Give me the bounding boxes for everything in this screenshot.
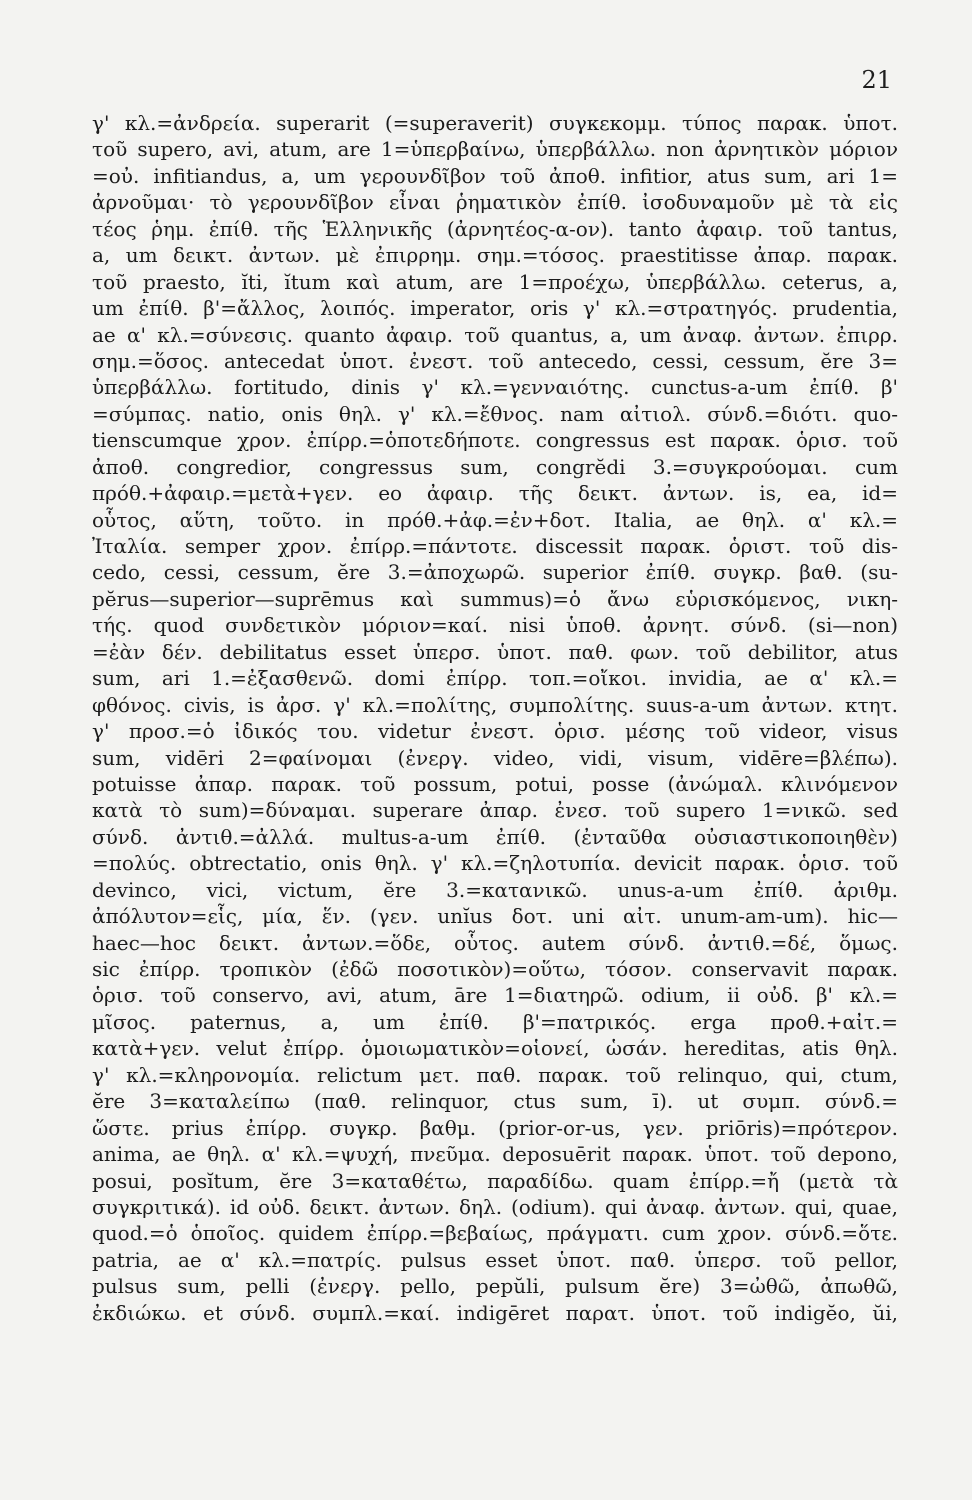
text-line: ὁρισ. τοῦ conservo, avi, atum, āre 1=διατηρῶ. odium, ii οὐδ. β' κλ.= xyxy=(92,983,898,1008)
text-line: ἀρνοῦμαι· τὸ γερουνδῖβον εἶναι ῥηματικὸν ἐπίθ. ἰσοδυναμοῦν μὲ τὰ εἰς xyxy=(92,190,898,215)
text-line: sic ἐπίρρ. τροπικὸν (ἐδῶ ποσοτικὸν)=οὕτω, τόσον. conservavit παρακ. xyxy=(92,957,898,981)
text-line: συγκριτικά). id οὐδ. δεικτ. ἀντων. δηλ. (odium). qui ἀναφ. ἀντων. qui, quae, xyxy=(92,1194,898,1219)
text-line: sum, vidēri 2=φαίνομαι (ἐνεργ. video, vidi, visum, vidēre=βλέπω). xyxy=(92,745,898,770)
text-line: τέος ῥημ. ἐπίθ. τῆς Ἑλληνικῆς (ἀρνητέος-α-ον). tanto ἀφαιρ. τοῦ tantus, xyxy=(92,216,898,241)
text-line: potuisse ἀπαρ. παρακ. τοῦ possum, potui, posse (ἀνώμαλ. κλινόμενον xyxy=(92,771,898,796)
text-line: τοῦ supero, avi, atum, are 1=ὑπερβαίνω, ὑπερβάλλω. non ἀρνητικὸν μόριον xyxy=(92,137,898,162)
text-line: anima, ae θηλ. α' κλ.=ψυχή, πνεῦμα. deposuērit παρακ. ὑποτ. τοῦ depono, xyxy=(92,1142,898,1167)
dictionary-text-block xyxy=(92,110,898,1326)
text-line: a, um δεικτ. ἀντων. μὲ ἐπιρρημ. σημ.=τόσος. praestitisse ἀπαρ. παρακ. xyxy=(92,243,898,268)
text-line: Ἰταλία. semper χρον. ἐπίρρ.=πάντοτε. discessit παρακ. ὁριστ. τοῦ dis- xyxy=(92,534,898,558)
text-line: ἀποθ. congredior, congressus sum, congrĕdi 3.=συγκρούομαι. cum xyxy=(92,454,898,479)
text-line: pĕrus—superior—suprēmus καὶ summus)=ὁ ἄνω εὑρισκόμενος, νικη- xyxy=(92,586,898,611)
text-line: =πολύς. obtrectatio, onis θηλ. γ' κλ.=ζηλοτυπία. devicit παρακ. ὁρισ. τοῦ xyxy=(92,851,898,876)
text-line: ae α' κλ.=σύνεσις. quanto ἀφαιρ. τοῦ quantus, a, um ἀναφ. ἀντων. ἐπιρρ. xyxy=(92,322,898,347)
text-line: tienscumque χρον. ἐπίρρ.=ὁποτεδήποτε. congressus est παρακ. ὁρισ. τοῦ xyxy=(92,428,898,453)
text-line: σύνδ. ἀντιθ.=ἀλλά. multus-a-um ἐπίθ. (ἐνταῦθα οὐσιαστικοποιηθὲν) xyxy=(92,824,898,849)
text-line: οὗτος, αὕτη, τοῦτο. in πρόθ.+ἀφ.=ἐν+δοτ. Italia, ae θηλ. α' κλ.= xyxy=(92,507,898,532)
text-line: γ' κλ.=κληρονομία. relictum μετ. παθ. παρακ. τοῦ relinquo, qui, ctum, xyxy=(92,1062,898,1087)
text-line: devinco, vici, victum, ĕre 3.=κατανικῶ. unus-a-um ἐπίθ. ἀριθμ. xyxy=(92,877,898,902)
text-line: ĕre 3=καταλείπω (παθ. relinquor, ctus sum, ī). ut συμπ. σύνδ.= xyxy=(92,1089,898,1114)
text-line: ὑπερβάλλω. fortitudo, dinis γ' κλ.=γενναιότης. cunctus-a-um ἐπίθ. β' xyxy=(92,375,898,400)
text-line: um ἐπίθ. β'=ἄλλος, λοιπός. imperator, oris γ' κλ.=στρατηγός. prudentia, xyxy=(92,296,898,321)
text-line: ἀπόλυτον=εἷς, μία, ἕν. (γεν. unĭus δοτ. uni αἰτ. unum-am-um). hic— xyxy=(92,904,898,929)
text-line: =ἐὰν δέν. debilitatus esset ὑπερσ. ὑποτ. παθ. φων. τοῦ debilitor, atus xyxy=(92,639,898,664)
text-line: κατὰ τὸ sum)=δύναμαι. superare ἀπαρ. ἐνεσ. τοῦ supero 1=νικῶ. sed xyxy=(92,798,898,823)
text-line: μῖσος. paternus, a, um ἐπίθ. β'=πατρικός. erga προθ.+αἰτ.= xyxy=(92,1009,898,1034)
page-number: 21 xyxy=(861,66,892,94)
text-line: φθόνος. civis, is ἀρσ. γ' κλ.=πολίτης, συμπολίτης. suus-a-um ἀντων. κτητ. xyxy=(92,692,898,717)
text-line: σημ.=ὅσος. antecedat ὑποτ. ἐνεστ. τοῦ antecedo, cessi, cessum, ĕre 3= xyxy=(92,348,898,373)
text-line: =σύμπας. natio, onis θηλ. γ' κλ.=ἔθνος. nam αἰτιολ. σύνδ.=διότι. quo- xyxy=(92,401,898,426)
text-line: =οὐ. infitiandus, a, um γερουνδῖβον τοῦ ἀποθ. infitior, atus sum, ari 1= xyxy=(92,163,898,188)
text-line: pulsus sum, pelli (ἐνεργ. pello, pepŭli, pulsum ĕre) 3=ὠθῶ, ἀπωθῶ, xyxy=(92,1274,898,1299)
text-line: haec—hoc δεικτ. ἀντων.=ὅδε, οὗτος. autem σύνδ. ἀντιθ.=δέ, ὅμως. xyxy=(92,930,898,955)
text-line: patria, ae α' κλ.=πατρίς. pulsus esset ὑποτ. παθ. ὑπερσ. τοῦ pellor, xyxy=(92,1247,898,1272)
text-line: ἐκδιώκω. et σύνδ. συμπλ.=καί. indigēret παρατ. ὑποτ. τοῦ indigĕo, ŭi, xyxy=(92,1300,898,1325)
text-line: ὥστε. prius ἐπίρρ. συγκρ. βαθμ. (prior-or-us, γεν. priōris)=πρότερον. xyxy=(92,1115,898,1140)
text-line: posui, posĭtum, ĕre 3=καταθέτω, παραδίδω. quam ἐπίρρ.=ἤ (μετὰ τὰ xyxy=(92,1168,898,1193)
text-line: γ' κλ.=ἀνδρεία. superarit (=superaverit) συγκεκομμ. τύπος παρακ. ὑποτ. xyxy=(92,111,898,135)
text-line: τοῦ praesto, ĭti, ĭtum καὶ atum, are 1=προέχω, ὑπερβάλλω. ceterus, a, xyxy=(92,269,898,294)
text-line: πρόθ.+ἀφαιρ.=μετὰ+γεν. eo ἀφαιρ. τῆς δεικτ. ἀντων. is, ea, id= xyxy=(92,481,898,506)
text-line: cedo, cessi, cessum, ĕre 3.=ἀποχωρῶ. superior ἐπίθ. συγκρ. βαθ. (su- xyxy=(92,560,898,585)
text-line: sum, ari 1.=ἐξασθενῶ. domi ἐπίρρ. τοπ.=οἴκοι. invidia, ae α' κλ.= xyxy=(92,666,898,691)
text-line: κατὰ+γεν. velut ἐπίρρ. ὁμοιωματικὸν=οἱονεί, ὡσάν. hereditas, atis θηλ. xyxy=(92,1036,898,1061)
text-line: γ' προσ.=ὁ ἰδικός του. videtur ἐνεστ. ὁρισ. μέσης τοῦ videor, visus xyxy=(92,719,898,744)
text-line: τής. quod συνδετικὸν μόριον=καί. nisi ὑποθ. ἀρνητ. σύνδ. (si—non) xyxy=(92,613,898,638)
text-line: quod.=ὁ ὁποῖος. quidem ἐπίρρ.=βεβαίως, πράγματι. cum χρον. σύνδ.=ὅτε. xyxy=(92,1221,898,1246)
